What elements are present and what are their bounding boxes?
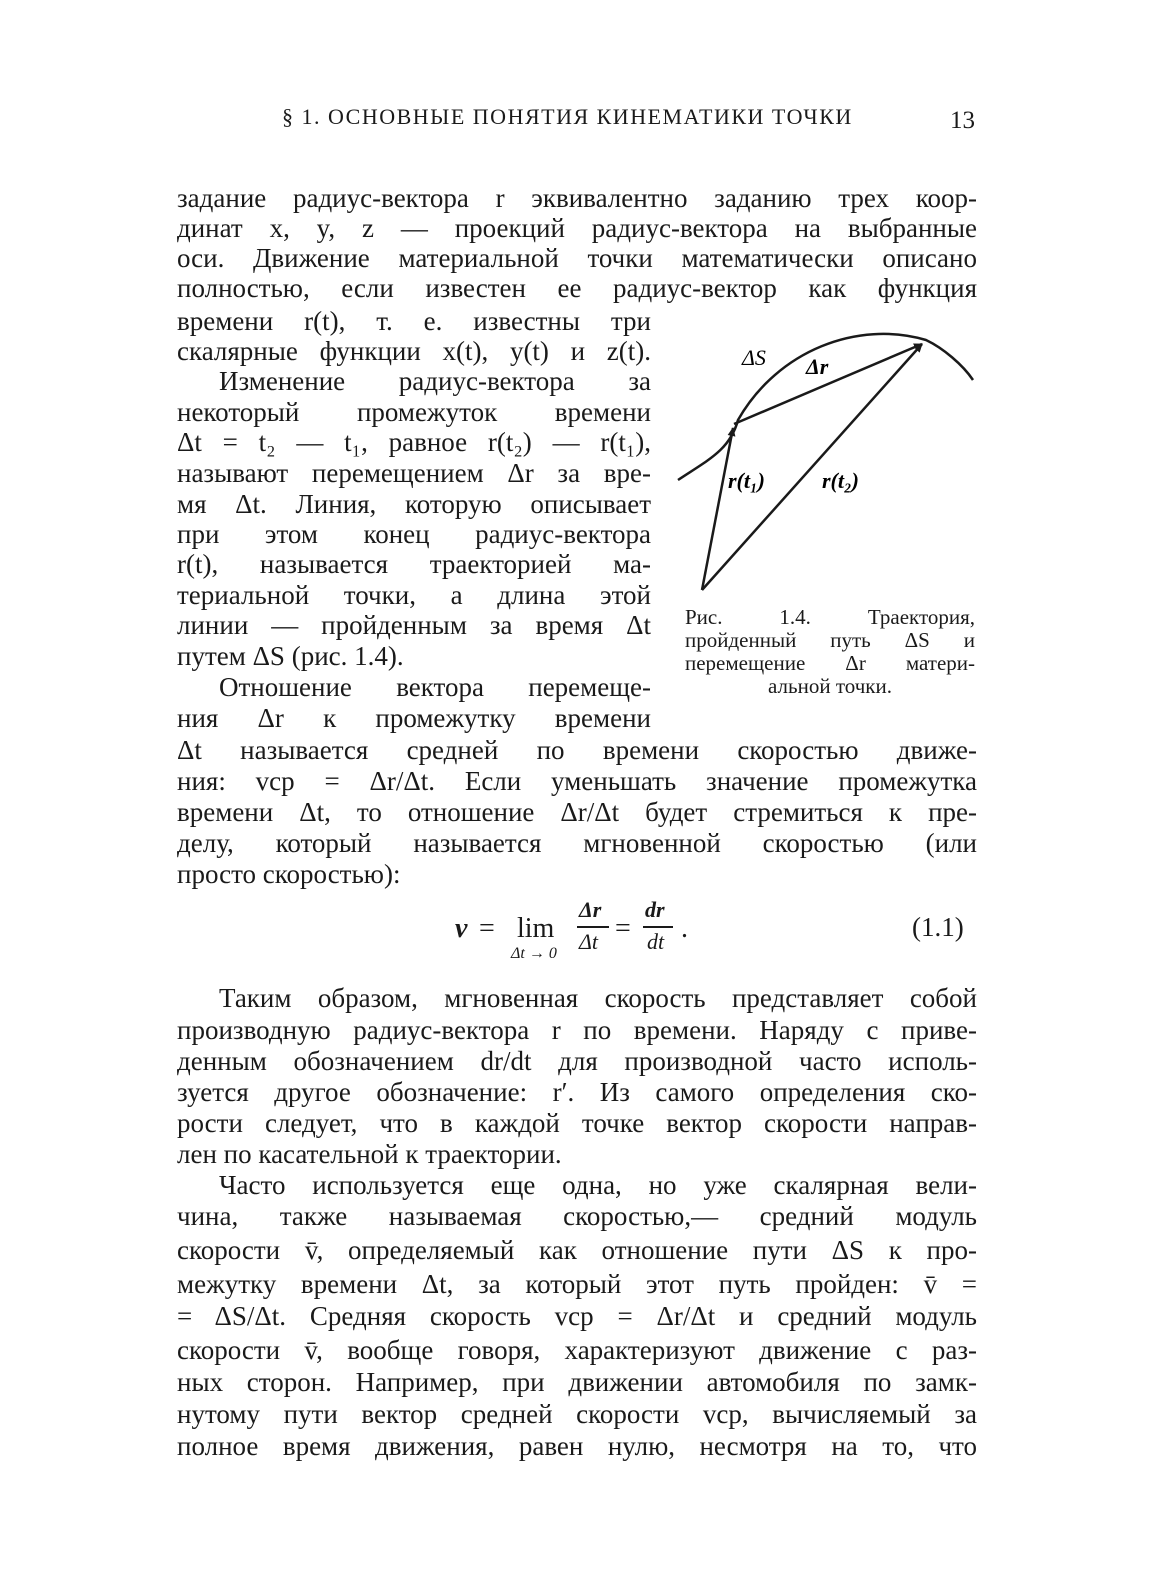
fraction1-denominator: Δt xyxy=(579,929,599,954)
fraction2-numerator: dr xyxy=(645,897,665,922)
equation-number: (1.1) xyxy=(912,912,964,942)
formula-equals: = xyxy=(479,913,495,944)
fraction2-denominator: dt xyxy=(647,929,665,954)
formula-equals-2: = xyxy=(615,913,631,944)
text-line: Отношение вектора перемеще- xyxy=(219,672,651,702)
text-line: линии — пройденным за время Δt xyxy=(177,610,651,640)
text-line: Δt = t₂ — t₁, равное r(t₂) — r(t₁), xyxy=(177,427,651,457)
r2-label: r(t₂) xyxy=(822,468,859,493)
text-line: мя Δt. Линия, которую описывает xyxy=(177,489,651,519)
text-line: чина, также называемая скоростью,— средний модуль xyxy=(177,1201,977,1231)
text-line: нутому пути вектор средней скорости vср, вычисляемый за xyxy=(177,1399,977,1429)
text-line: скалярные функции x(t), y(t) и z(t). xyxy=(177,336,651,366)
text-line: называют перемещением Δr за вре- xyxy=(177,458,651,488)
figure-caption xyxy=(685,606,975,698)
text-line: некоторый промежуток времени xyxy=(177,397,651,427)
text-line: r(t), называется траекторией ма- xyxy=(177,549,651,579)
page-number: 13 xyxy=(950,107,975,134)
text-line: териальной точки, а длина этой xyxy=(177,580,651,610)
running-header: § 1. ОСНОВНЫЕ ПОНЯТИЯ КИНЕМАТИКИ ТОЧКИ xyxy=(282,104,853,129)
text-line: динат x, y, z — проекций радиус-вектора на выбранные xyxy=(177,213,977,243)
fraction2-bar xyxy=(643,926,673,928)
text-line: зуется другое обозначение: r′. Из самого определения ско- xyxy=(177,1077,977,1107)
text-line: денным обозначением dr/dt для производной часто исполь- xyxy=(177,1046,977,1076)
formula-period: . xyxy=(681,913,688,944)
text-line: рости следует, что в каждой точке вектор скорости направ- xyxy=(177,1108,977,1138)
text-line: путем ΔS (рис. 1.4). xyxy=(177,641,404,671)
text-line: ния Δr к промежутку времени xyxy=(177,703,651,733)
text-line: времени r(t), т. е. известны три xyxy=(177,306,651,336)
r1-label: r(t₁) xyxy=(728,468,765,493)
fraction1-bar xyxy=(577,926,609,928)
text-line: полное время движения, равен нулю, несмотря на то, что xyxy=(177,1431,977,1461)
text-line: при этом конец радиус-вектора xyxy=(177,519,651,549)
velocity-formula xyxy=(455,895,725,965)
text-line: ния: vср = Δr/Δt. Если уменьшать значение промежутка xyxy=(177,766,977,796)
text-line: Δt называется средней по времени скоростью движе- xyxy=(177,735,977,765)
formula-lim: lim xyxy=(517,913,555,944)
text-line: скорости v̄, вообще говоря, характеризуют движение с раз- xyxy=(177,1335,977,1365)
text-line: Изменение радиус-вектора за xyxy=(219,366,651,396)
caption-line: Рис. 1.4. Траектория, xyxy=(685,605,975,629)
caption-line: пройденный путь ΔS и xyxy=(685,628,975,652)
text-line: оси. Движение материальной точки математически описано xyxy=(177,243,977,273)
radius-vector-t2 xyxy=(702,344,922,590)
text-line: просто скоростью): xyxy=(177,859,401,889)
text-line: полностью, если известен ее радиус-вектор как функция xyxy=(177,273,977,303)
text-line: ных сторон. Например, при движении автомобиля по замк- xyxy=(177,1367,977,1397)
text-line: скорости v̄, определяемый как отношение пути ΔS к про- xyxy=(177,1235,977,1265)
trajectory-figure xyxy=(668,310,983,610)
text-line: лен по касательной к траектории. xyxy=(177,1139,562,1169)
text-line: = ΔS/Δt. Средняя скорость vср = Δr/Δt и средний модуль xyxy=(177,1301,977,1331)
fraction1-numerator: Δr xyxy=(579,897,602,922)
text-line: Таким образом, мгновенная скорость представляет собой xyxy=(219,983,977,1013)
text-line: задание радиус-вектора r эквивалентно заданию трех коор- xyxy=(177,183,977,213)
path-label: ΔS xyxy=(742,345,766,370)
text-line: производную радиус-вектора r по времени. Наряду с приве- xyxy=(177,1015,977,1045)
caption-line: альной точки. xyxy=(768,674,892,698)
formula-lhs: v xyxy=(455,913,468,944)
text-line: межутку времени Δt, за который этот путь пройден: v̄ = xyxy=(177,1269,977,1299)
formula-limit-sub: Δt → 0 xyxy=(511,945,557,962)
text-line: делу, который называется мгновенной скоростью (или xyxy=(177,828,977,858)
text-line: Часто используется еще одна, но уже скалярная вели- xyxy=(219,1170,977,1200)
text-line: времени Δt, то отношение Δr/Δt будет стремиться к пре- xyxy=(177,797,977,827)
displacement-label: Δr xyxy=(806,354,829,379)
caption-line: перемещение Δr матери- xyxy=(685,651,975,675)
